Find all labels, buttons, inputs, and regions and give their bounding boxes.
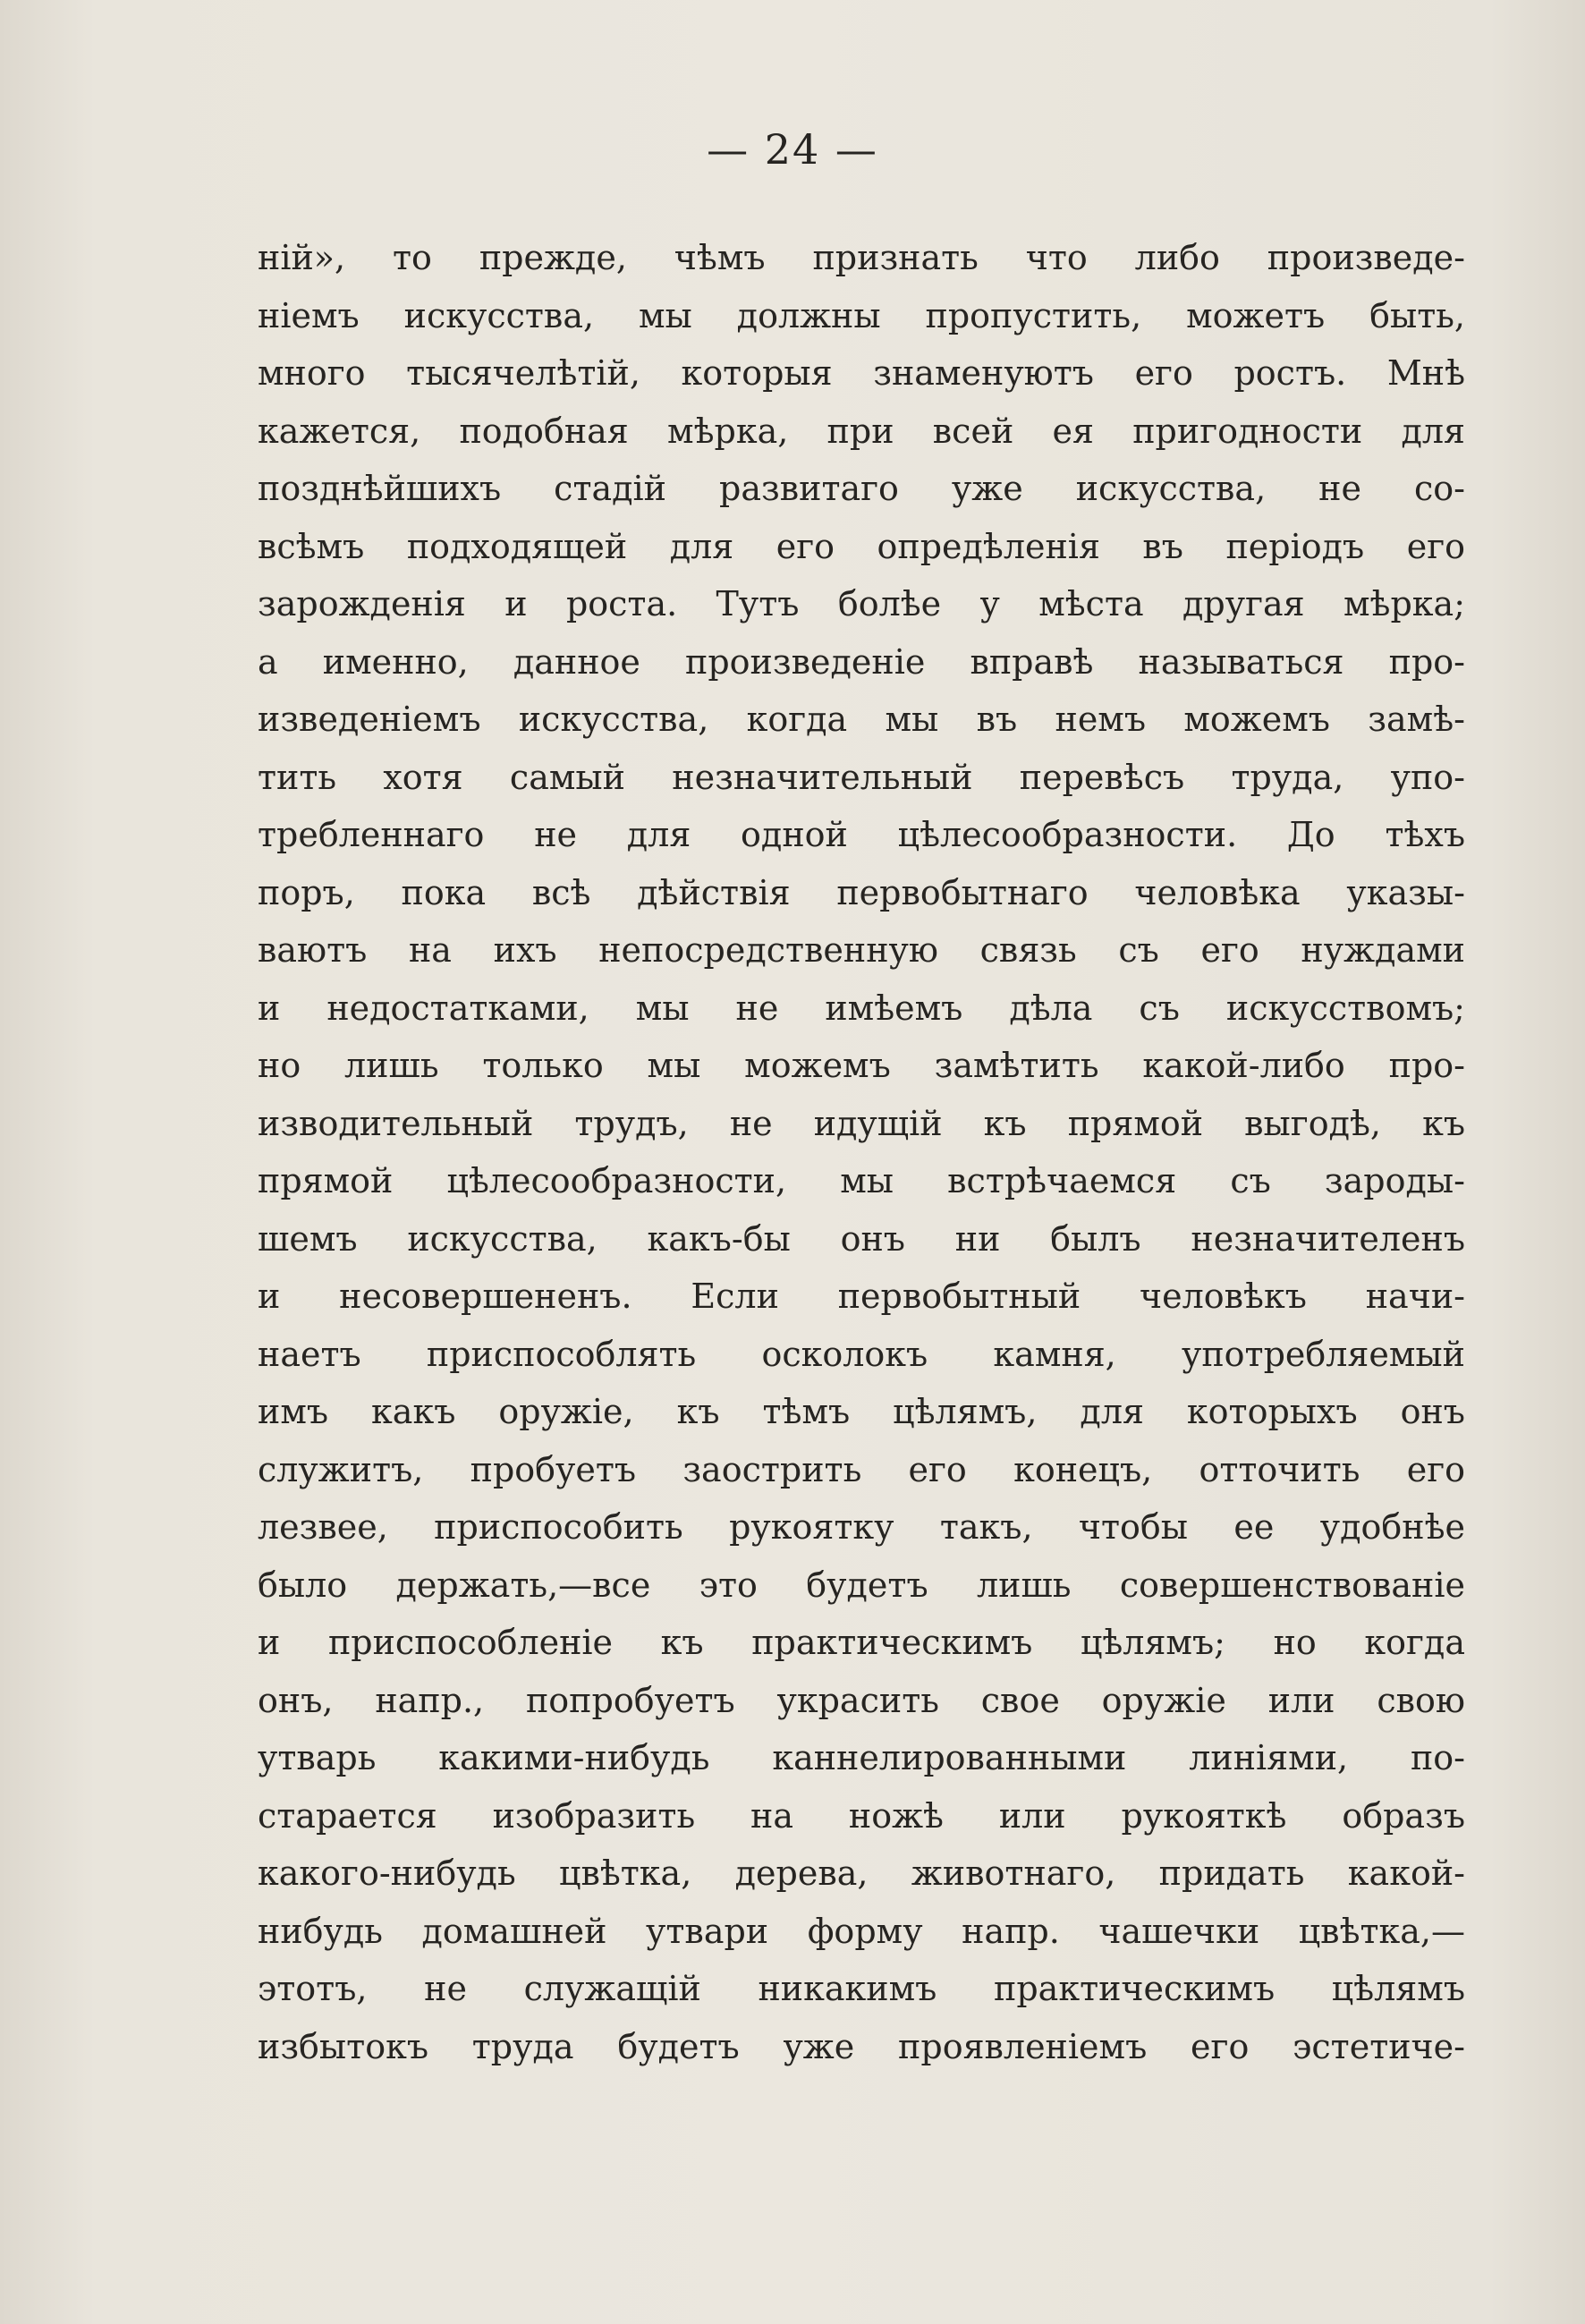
text-line: позднѣйшихъ стадій развитаго уже искусства, не со-	[258, 469, 1465, 508]
text-line: какого-нибудь цвѣтка, дерева, животнаго, придать какой-	[258, 1853, 1465, 1893]
text-line: требленнаго не для одной цѣлесообразности. До тѣхъ	[258, 815, 1465, 854]
body-text	[258, 229, 1465, 2075]
text-line: утварь какими-нибудь каннелированными линіями, по-	[258, 1738, 1465, 1777]
text-line: избытокъ труда будетъ уже проявленіемъ его эстетиче-	[258, 2026, 1465, 2066]
text-line: тить хотя самый незначительный перевѣсъ труда, упо-	[258, 757, 1465, 797]
text-line: ній», то прежде, чѣмъ признать что либо произведе-	[258, 238, 1465, 277]
text-line: лезвее, приспособить рукоятку такъ, чтобы ее удобнѣе	[258, 1507, 1465, 1547]
text-line: поръ, пока всѣ дѣйствія первобытнаго человѣка указы-	[258, 872, 1465, 912]
page-number: — 24 —	[707, 125, 878, 174]
text-line: ніемъ искусства, мы должны пропустить, можетъ быть,	[258, 295, 1465, 335]
text-line: кажется, подобная мѣрка, при всей ея пригодности для	[258, 411, 1465, 451]
text-line: имъ какъ оружіе, къ тѣмъ цѣлямъ, для которыхъ онъ	[258, 1392, 1465, 1431]
text-line: всѣмъ подходящей для его опредѣленія въ періодъ его	[258, 526, 1465, 566]
text-line: изводительный трудъ, не идущій къ прямой выгодѣ, къ	[258, 1103, 1465, 1143]
text-line: старается изобразить на ножѣ или рукояткѣ образъ	[258, 1795, 1465, 1836]
text-line: и несовершененъ. Если первобытный человѣкъ начи-	[258, 1277, 1465, 1316]
text-line: наетъ приспособлять осколокъ камня, употребляемый	[258, 1334, 1465, 1374]
text-line: шемъ искусства, какъ-бы онъ ни былъ незначителенъ	[258, 1218, 1465, 1259]
text-line: служитъ, пробуетъ заострить его конецъ, отточить его	[258, 1449, 1465, 1489]
text-line: а именно, данное произведеніе вправѣ называться про-	[258, 641, 1465, 682]
text-line: было держать,—все это будетъ лишь совершенствованіе	[258, 1565, 1465, 1605]
text-line: и недостатками, мы не имѣемъ дѣла съ искусствомъ;	[258, 988, 1465, 1028]
text-line: этотъ, не служащій никакимъ практическимъ цѣлямъ	[258, 1969, 1465, 2008]
text-line: прямой цѣлесообразности, мы встрѣчаемся съ зароды-	[258, 1161, 1465, 1200]
text-line: онъ, напр., попробуетъ украсить свое оружіе или свою	[258, 1680, 1465, 1720]
text-line: изведеніемъ искусства, когда мы въ немъ можемъ замѣ-	[258, 700, 1465, 739]
text-line: ваютъ на ихъ непосредственную связь съ его нуждами	[258, 930, 1465, 970]
text-line: нибудь домашней утвари форму напр. чашечки цвѣтка,—	[258, 1911, 1465, 1951]
text-line: зарожденія и роста. Тутъ болѣе у мѣста другая мѣрка;	[258, 584, 1465, 623]
text-line: много тысячелѣтій, которыя знаменуютъ его ростъ. Мнѣ	[258, 353, 1465, 393]
text-line: и приспособленіе къ практическимъ цѣлямъ; но когда	[258, 1623, 1465, 1662]
text-line: но лишь только мы можемъ замѣтить какой-либо про-	[258, 1046, 1465, 1085]
